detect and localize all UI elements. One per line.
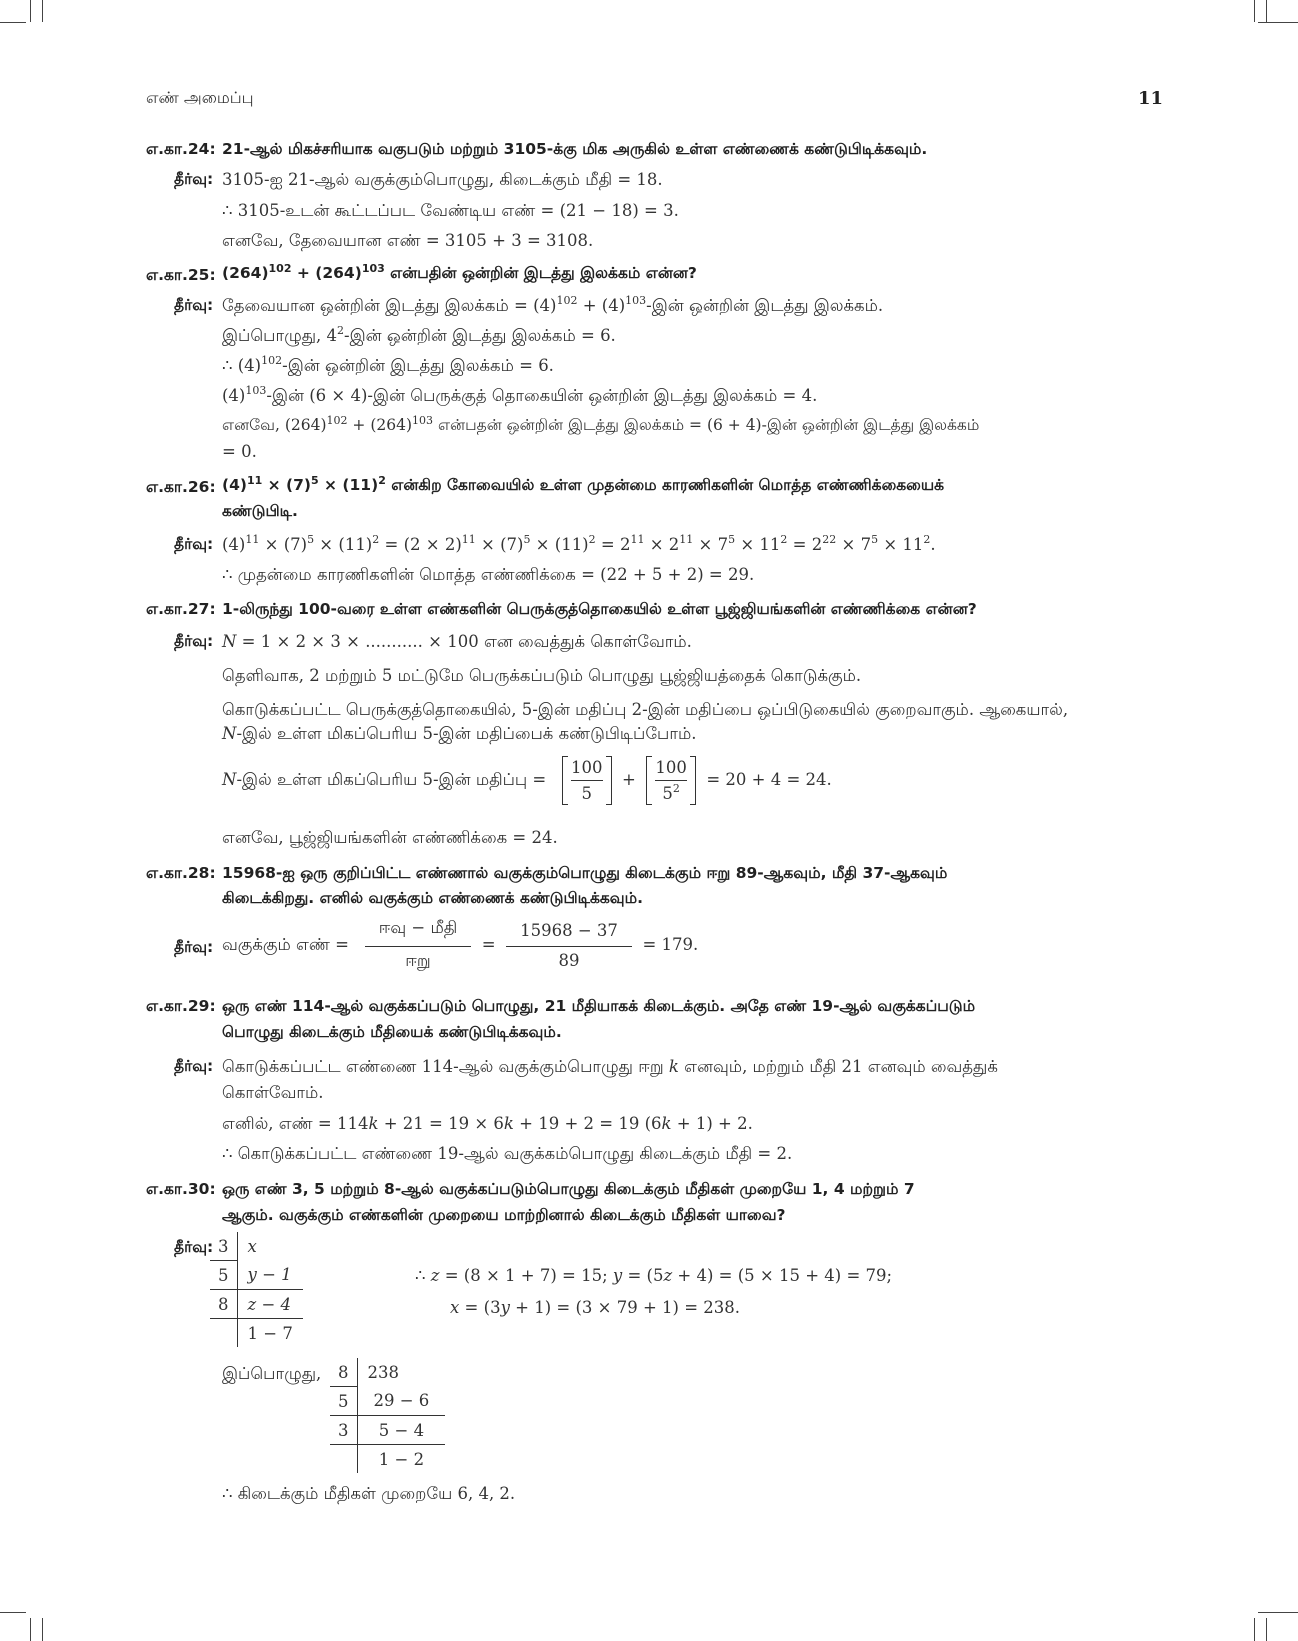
example-24-line-1: 3105-ஐ 21-ஆல் வகுக்கும்பொழுது, கிடைக்கும் மீதி = 18.: [222, 170, 663, 189]
crop-mark: [42, 1618, 43, 1641]
example-30-now-label: இப்பொழுது,: [222, 1364, 322, 1383]
example-27-solution-label: தீர்வு:: [174, 632, 214, 650]
example-29-question-line-1: ஒரு எண் 114-ஆல் வகுக்கப்படும் பொழுது, 21 மீதியாகக் கிடைக்கும். அதே எண் 19-ஆல் வகுக்கப்படும்: [222, 997, 976, 1015]
example-29-line-1: கொடுக்கப்பட்ட எண்ணை 114-ஆல் வகுக்கும்பொழுது ஈறு k எனவும், மற்றும் மீதி 21 எனவும் வைத்துக்: [222, 1057, 998, 1076]
example-27-question: 1-லிருந்து 100-வரை உள்ள எண்களின் பெருக்குத்தொகையில் உள்ள பூஜ்ஜியங்களின் எண்ணிக்கை என்ன?: [222, 600, 977, 618]
crop-mark: [30, 1618, 31, 1641]
example-25-line-1: தேவையான ஒன்றின் இடத்து இலக்கம் = $(4)^{102}$ + $(4)^{103}-இன்$ ஒன்றின் இடத்து இலக்கம்.: [222, 294, 884, 315]
example-26-line-2: ∴ முதன்மை காரணிகளின் மொத்த எண்ணிக்கை = (22 + 5 + 2) = 29.: [222, 565, 755, 584]
example-25-line-2: இப்பொழுது, $4^2-இன்$ ஒன்றின் இடத்து இலக்கம் = 6.: [222, 324, 616, 345]
example-24-label: எ.கா.24:: [146, 140, 216, 158]
crop-mark: [1254, 0, 1255, 22]
example-30-question-line-1: ஒரு எண் 3, 5 மற்றும் 8-ஆல் வகுக்கப்படும்பொழுது கிடைக்கும் மீதிகள் முறையே 1, 4 மற்றும் 7: [222, 1180, 915, 1198]
crop-mark: [1266, 0, 1267, 22]
crop-mark: [0, 22, 26, 23]
example-30-equation-1: ∴ z = (8 × 1 + 7) = 15; y = (5z + 4) = (5 × 15 + 4) = 79;: [415, 1266, 893, 1285]
example-30-label: எ.கா.30:: [146, 1180, 216, 1198]
page-number: 11: [1138, 88, 1164, 109]
example-24-line-3: எனவே, தேவையான எண் = 3105 + 3 = 3108.: [222, 231, 594, 250]
example-29-line-4: ∴ கொடுக்கப்பட்ட எண்ணை 19-ஆல் வகுக்கம்பொழுது கிடைக்கும் மீதி = 2.: [222, 1144, 793, 1163]
crop-mark: [1258, 22, 1298, 23]
example-29-solution-label: தீர்வு:: [174, 1057, 214, 1075]
floor-fraction-2: $\frac{100}{5^2}$: [646, 756, 696, 805]
example-25-line-3: ∴ $(4)^{102}-இன்$ ஒன்றின் இடத்து இலக்கம் = 6.: [222, 354, 554, 375]
crop-mark: [0, 1612, 26, 1613]
example-30-solution-label: தீர்வு:: [174, 1238, 214, 1256]
example-30-equation-2: x = (3y + 1) = (3 × 79 + 1) = 238.: [450, 1298, 741, 1317]
example-28-question-line-1: 15968-ஐ ஒரு குறிப்பிட்ட எண்ணால் வகுக்கும்பொழுது கிடைக்கும் ஈறு 89-ஆகவும், மீதி 37-ஆகவும்: [222, 864, 948, 882]
division-table-2: 8 238 5 29 − 6 3 5 − 4 1 − 2: [330, 1358, 445, 1473]
running-title: எண் அமைப்பு: [146, 88, 254, 107]
example-24-question: 21-ஆல் மிகச்சரியாக வகுபடும் மற்றும் 3105-க்கு மிக அருகில் உள்ள எண்ணைக் கண்டுபிடிக்கவும்.: [222, 140, 928, 158]
crop-mark: [1254, 1618, 1255, 1641]
example-28-label: எ.கா.28:: [146, 864, 216, 882]
example-27-line-2: தெளிவாக, 2 மற்றும் 5 மட்டுமே பெருக்கப்படும் பொழுது பூஜ்ஜியத்தைக் கொடுக்கும்.: [222, 666, 862, 685]
floor-fraction-1: $\frac{100}{5}$: [562, 756, 612, 805]
example-27-line-6: எனவே, பூஜ்ஜியங்களின் எண்ணிக்கை = 24.: [222, 828, 558, 847]
example-27-label: எ.கா.27:: [146, 600, 216, 618]
example-26-label: எ.கா.26:: [146, 478, 216, 496]
example-26-solution-label: தீர்வு:: [174, 535, 214, 553]
example-29-label: எ.கா.29:: [146, 997, 216, 1015]
example-28-question-line-2: கிடைக்கிறது. எனில் வகுக்கும் எண்ணைக் கண்டுபிடிக்கவும்.: [222, 889, 643, 907]
example-25-line-6: = 0.: [222, 442, 257, 461]
example-29-question-line-2: பொழுது கிடைக்கும் மீதியைக் கண்டுபிடிக்கவும்.: [222, 1023, 562, 1041]
example-29-line-2: கொள்வோம்.: [222, 1083, 324, 1102]
example-27-line-4: N-இல் உள்ள மிகப்பெரிய 5-இன் மதிப்பைக் கண்டுபிடிப்போம்.: [222, 724, 697, 743]
example-24-solution-label: தீர்வு:: [174, 170, 214, 188]
example-24-line-2: ∴ 3105-உடன் கூட்டப்பட வேண்டிய எண் = (21 − 18) = 3.: [222, 201, 679, 220]
example-25-solution-label: தீர்வு:: [174, 296, 214, 314]
example-25-line-5: எனவே, $(264)^{102} + (264)^{103}$ என்பதன் ஒன்றின் இடத்து இலக்கம் = (6 + 4)-இன் ஒன்றின் இடத்து இலக்கம்: [222, 414, 980, 434]
example-28-line-1: வகுக்கும் எண் = $\frac{\text{ஈவு − மீதி}}{\text{ஈறு}}$ = $\frac{15968 - 37}{89}$ = 179.: [222, 918, 698, 973]
example-28-solution-label: தீர்வு:: [174, 938, 214, 956]
example-26-line-1: $(4)^{11} \times (7)^5 \times (11)^2 = (2 \times 2)^{11} \times (7)^5 \times (11)^2 = 2^{11} \times 2^{11} \times 7^5 \times 11^2 = 2^{22} \times 7^5 \times 11^2$.: [222, 533, 936, 554]
crop-mark: [30, 0, 31, 22]
example-26-question: $(4)^{11} \times (7)^5 \times (11)^2$ என்கிற கோவையில் உள்ள முதன்மை காரணிகளின் மொத்த எண்ணிக்கையைக்: [222, 474, 945, 494]
example-25-line-4: $(4)^{103}-இன்$ (6 × 4)-இன் பெருக்குத் தொகையின் ஒன்றின் இடத்து இலக்கம் = 4.: [222, 384, 818, 405]
example-25-question: $(264)^{102} + (264)^{103}$ என்பதின் ஒன்றின் இடத்து இலக்கம் என்ன?: [222, 262, 697, 282]
example-27-line-5: N-இல் உள்ள மிகப்பெரிய 5-இன் மதிப்பு = $\frac{100}{5}$ + $\frac{100}{5^2}$ = 20 + 4 = 24.: [222, 758, 832, 803]
fraction-quotient-remainder: $\frac{\text{ஈவு − மீதி}}{\text{ஈறு}}$: [365, 918, 472, 973]
example-26-question-line-2: கண்டுபிடி.: [222, 502, 298, 520]
example-30-question-line-2: ஆகும். வகுக்கும் எண்களின் முறையை மாற்றினால் கிடைக்கும் மீதிகள் யாவை?: [222, 1206, 786, 1224]
crop-mark: [42, 0, 43, 22]
crop-mark: [1258, 1612, 1298, 1613]
crop-mark: [1266, 1618, 1267, 1641]
example-27-line-3: கொடுக்கப்பட்ட பெருக்குத்தொகையில், 5-இன் மதிப்பு 2-இன் மதிப்பை ஒப்பிடுகையில் குறைவாகும். ஆகையால்,: [222, 700, 1069, 719]
example-25-label: எ.கா.25:: [146, 266, 216, 284]
example-29-line-3: எனில், எண் = 114k + 21 = 19 × 6k + 19 + 2 = 19 (6k + 1) + 2.: [222, 1114, 753, 1133]
example-30-final: ∴ கிடைக்கும் மீதிகள் முறையே 6, 4, 2.: [222, 1484, 516, 1503]
division-table-1: 3 x 5 y − 1 8 z − 4 1 − 7: [210, 1232, 303, 1347]
example-27-line-1: N = 1 × 2 × 3 × ........... × 100 என வைத்துக் கொள்வோம்.: [222, 632, 692, 651]
fraction-values: $\frac{15968 - 37}{89}$: [506, 921, 632, 970]
